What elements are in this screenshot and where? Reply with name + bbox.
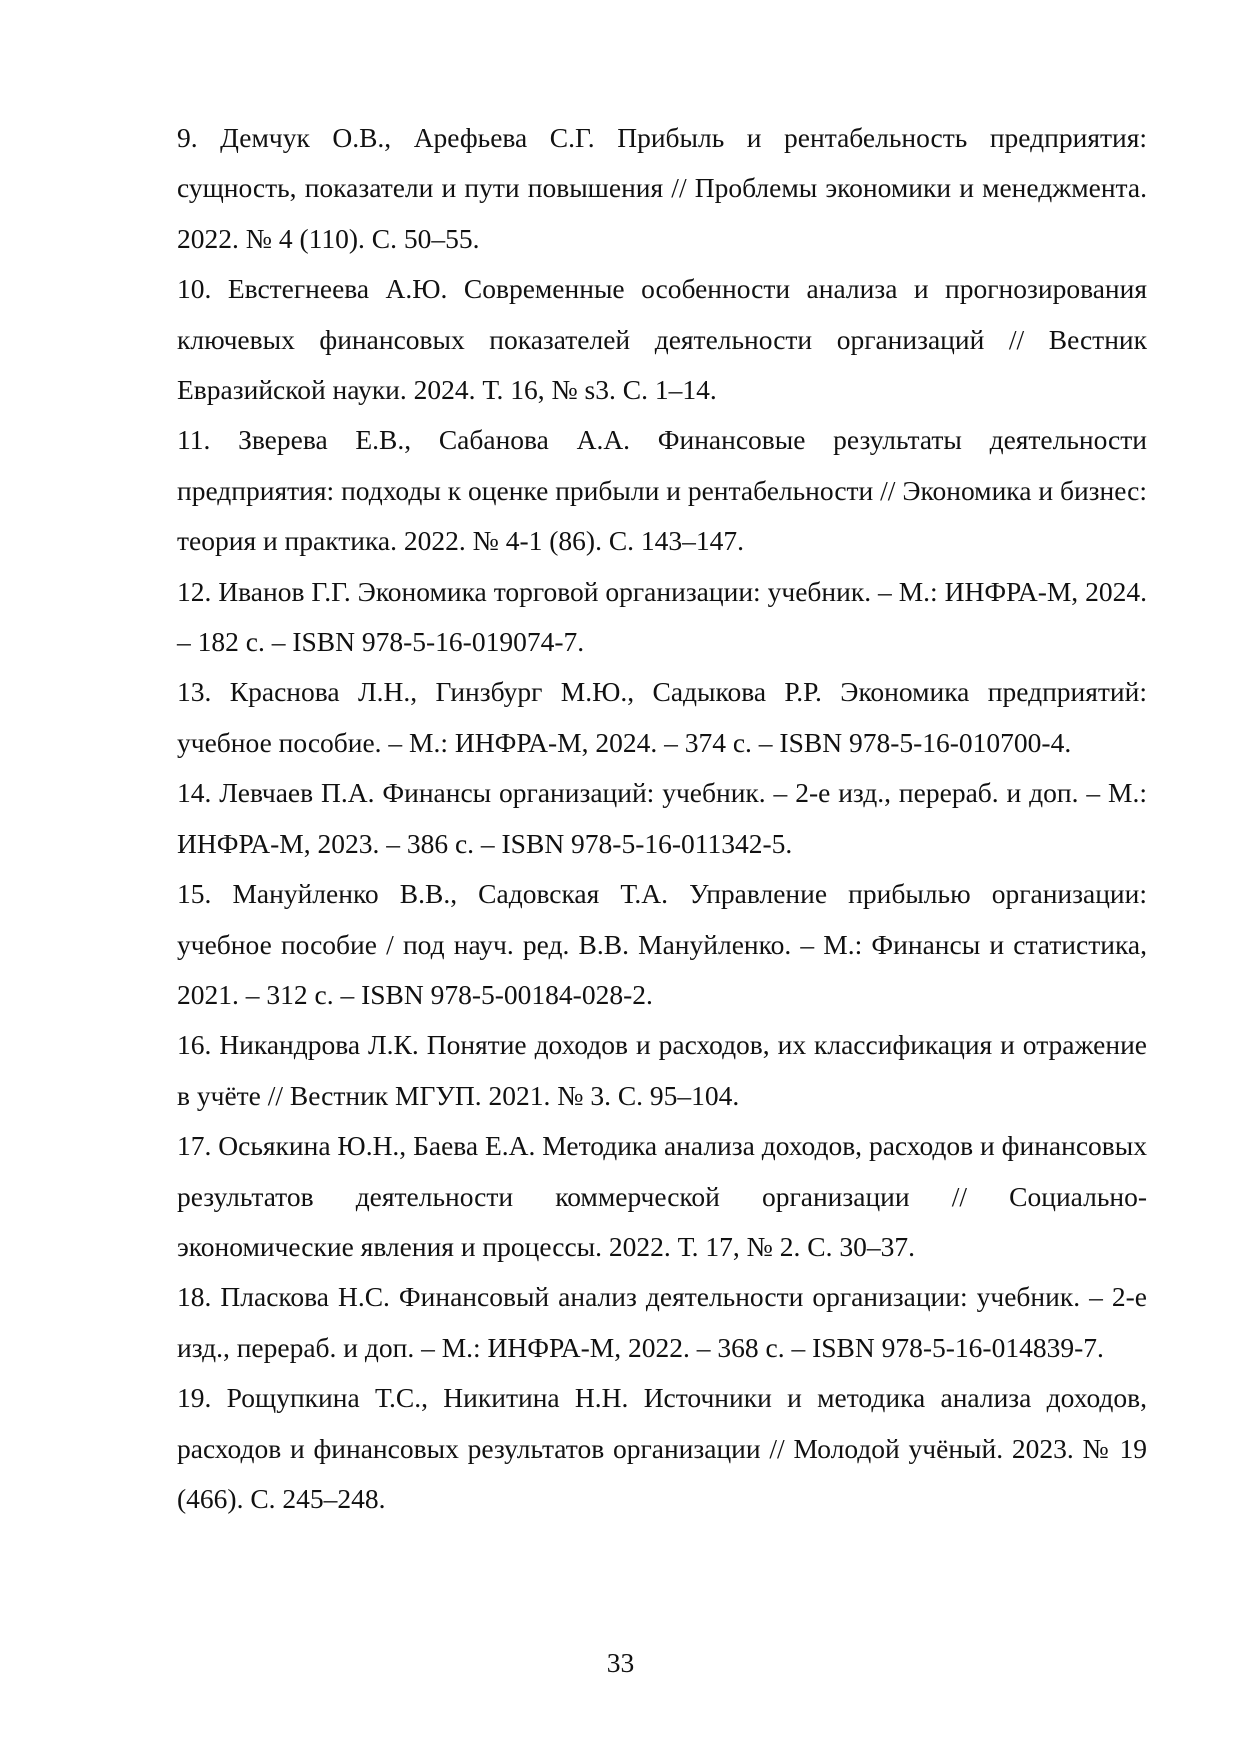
reference-item-19: 19. Рощупкина Т.С., Никитина Н.Н. Источники и методика анализа доходов, расходов и финансовых результатов организации // Молодой учёный. 2023. № 19 (466). С. 245–248. [177,1382,1147,1514]
reference-item-9: 9. Демчук О.В., Арефьева С.Г. Прибыль и рентабельность предприятия: сущность, показатели и пути повышения // Проблемы экономики и менеджмента. 2022. № 4 (110). С. 50–55. [177,122,1147,254]
reference-item-14: 14. Левчаев П.А. Финансы организаций: учебник. – 2-е изд., перераб. и доп. – М.: ИНФРА-М, 2023. – 386 с. – ISBN 978-5-16-011342-5. [177,777,1147,859]
reference-list [177,113,1147,1524]
page-number: 33 [606,1647,635,1678]
reference-item-18: 18. Пласкова Н.С. Финансовый анализ деятельности организации: учебник. – 2-е изд., перераб. и доп. – М.: ИНФРА-М, 2022. – 368 с. – ISBN 978-5-16-014839-7. [177,1281,1147,1363]
reference-item-10: 10. Евстегнеева А.Ю. Современные особенности анализа и прогнозирования ключевых финансовых показателей деятельности организаций // Вестник Евразийской науки. 2024. Т. 16, № s3. С. 1–14. [177,273,1147,406]
reference-item-16: 16. Никандрова Л.К. Понятие доходов и расходов, их классификация и отражение в учёте // Вестник МГУП. 2021. № 3. С. 95–104. [177,1029,1147,1111]
reference-item-17: 17. Осьякина Ю.Н., Баева Е.А. Методика анализа доходов, расходов и финансовых результатов деятельности коммерческой организации // Социально-экономические явления и процессы. 2022. Т. 17, № 2. С. 30–37. [177,1130,1147,1262]
reference-item-13: 13. Краснова Л.Н., Гинзбург М.Ю., Садыкова Р.Р. Экономика предприятий: учебное пособие. – М.: ИНФРА-М, 2024. – 374 с. – ISBN 978-5-16-010700-4. [177,676,1147,758]
reference-item-11: 11. Зверева Е.В., Сабанова А.А. Финансовые результаты деятельности предприятия: подходы к оценке прибыли и рентабельности // Экономика и бизнес: теория и практика. 2022. № 4-1 (86). С. 143–147. [177,424,1147,557]
reference-item-12: 12. Иванов Г.Г. Экономика торговой организации: учебник. – М.: ИНФРА-М, 2024. – 182 с. – ISBN 978-5-16-019074-7. [177,575,1147,658]
reference-item-15: 15. Мануйленко В.В., Садовская Т.А. Управление прибылью организации: учебное пособие / под науч. ред. В.В. Мануйленко. – М.: Финансы и статистика, 2021. – 312 с. – ISBN 978-5-00184-028-2. [177,878,1147,1010]
